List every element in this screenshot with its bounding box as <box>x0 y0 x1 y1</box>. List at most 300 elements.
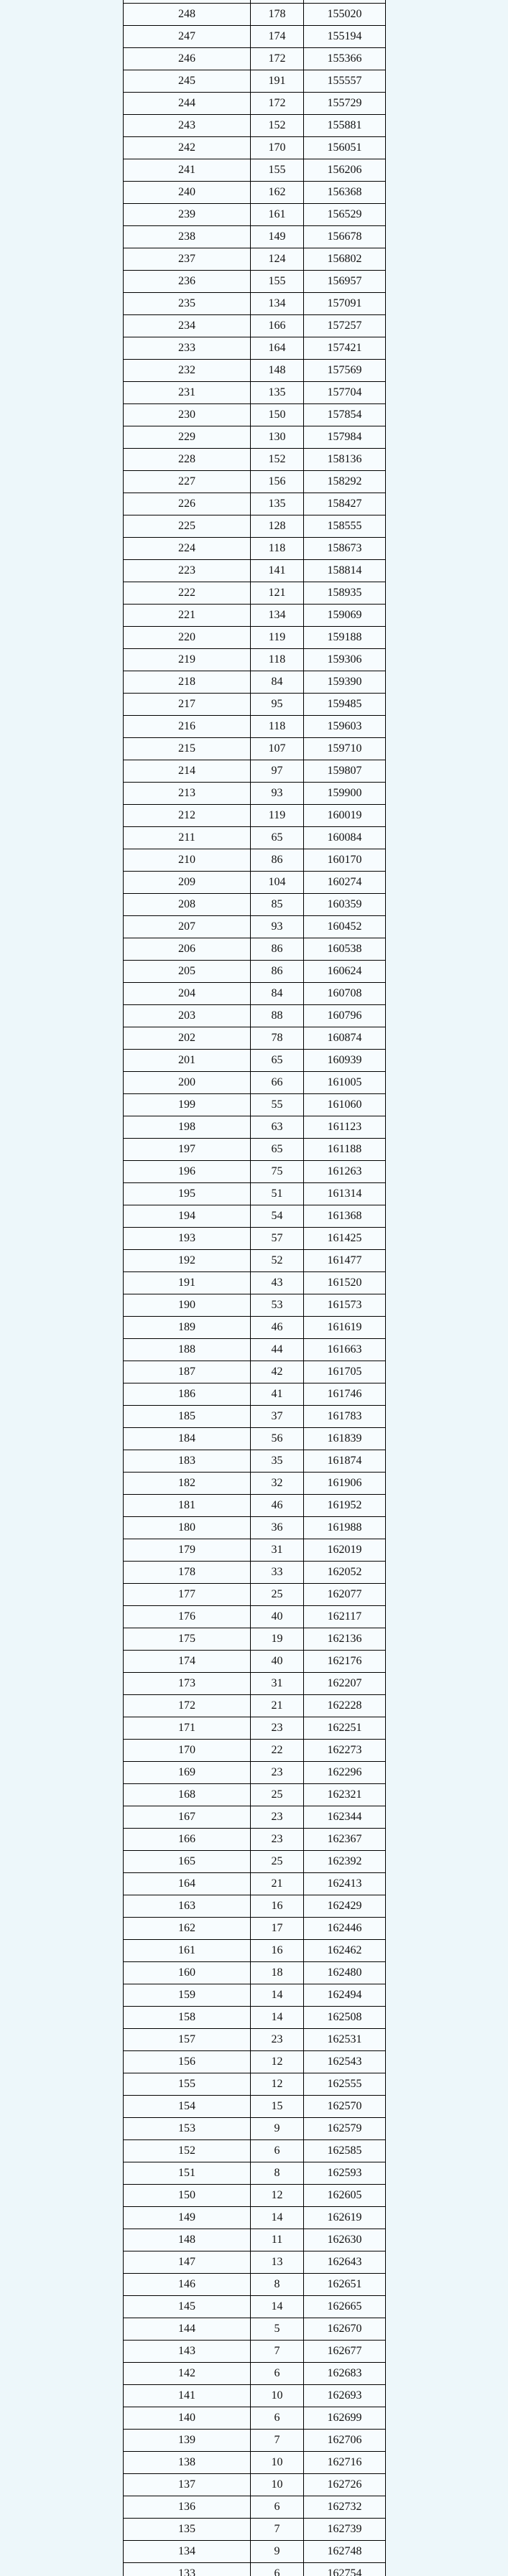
cumulative-cell: 155194 <box>304 26 386 48</box>
score-cell: 164 <box>124 1873 251 1895</box>
score-cell: 157 <box>124 2029 251 2051</box>
count-cell: 162 <box>251 182 304 204</box>
cumulative-cell: 162480 <box>304 1962 386 1984</box>
cumulative-cell: 161368 <box>304 1205 386 1228</box>
cumulative-cell: 160452 <box>304 916 386 938</box>
cumulative-cell: 156678 <box>304 226 386 248</box>
score-cell: 232 <box>124 360 251 382</box>
table-row <box>124 2051 386 2073</box>
cumulative-cell: 162207 <box>304 1673 386 1695</box>
count-cell: 12 <box>251 2073 304 2096</box>
table-row <box>124 159 386 182</box>
score-cell: 146 <box>124 2274 251 2296</box>
cumulative-cell: 162508 <box>304 2007 386 2029</box>
count-cell: 104 <box>251 872 304 894</box>
score-cell: 165 <box>124 1851 251 1873</box>
table-row <box>124 694 386 716</box>
cumulative-cell: 162670 <box>304 2318 386 2341</box>
count-cell: 161 <box>251 204 304 226</box>
count-cell: 12 <box>251 2051 304 2073</box>
table-row <box>124 582 386 605</box>
score-cell: 212 <box>124 805 251 827</box>
table-row <box>124 2073 386 2096</box>
table-row <box>124 1984 386 2007</box>
table-row <box>124 983 386 1005</box>
score-cell: 225 <box>124 515 251 538</box>
score-cell: 186 <box>124 1383 251 1406</box>
cumulative-cell: 161783 <box>304 1406 386 1428</box>
score-cell: 230 <box>124 404 251 426</box>
table-row <box>124 1628 386 1651</box>
cumulative-cell: 162019 <box>304 1539 386 1562</box>
table-row <box>124 2207 386 2229</box>
count-cell: 57 <box>251 1228 304 1250</box>
cumulative-cell: 160708 <box>304 983 386 1005</box>
score-cell: 209 <box>124 872 251 894</box>
score-cell: 210 <box>124 849 251 872</box>
score-cell: 197 <box>124 1139 251 1161</box>
count-cell: 66 <box>251 1072 304 1094</box>
count-cell: 118 <box>251 649 304 671</box>
table-row <box>124 404 386 426</box>
count-cell: 118 <box>251 538 304 560</box>
score-cell: 217 <box>124 694 251 716</box>
count-cell: 41 <box>251 1383 304 1406</box>
table-row <box>124 271 386 293</box>
count-cell: 23 <box>251 1806 304 1829</box>
table-row <box>124 1873 386 1895</box>
cumulative-cell: 162665 <box>304 2296 386 2318</box>
cumulative-cell: 162593 <box>304 2162 386 2185</box>
count-cell: 23 <box>251 1762 304 1784</box>
table-row <box>124 1829 386 1851</box>
count-cell: 178 <box>251 4 304 26</box>
table-row <box>124 1027 386 1050</box>
score-cell: 245 <box>124 70 251 93</box>
count-cell: 19 <box>251 1628 304 1651</box>
count-cell: 25 <box>251 1851 304 1873</box>
table-row <box>124 337 386 360</box>
score-cell: 176 <box>124 1606 251 1628</box>
count-cell: 135 <box>251 493 304 515</box>
score-cell: 201 <box>124 1050 251 1072</box>
table-row <box>124 1339 386 1361</box>
table-row <box>124 2541 386 2563</box>
cumulative-cell: 162296 <box>304 1762 386 1784</box>
score-cell: 211 <box>124 827 251 849</box>
score-cell: 195 <box>124 1183 251 1205</box>
count-cell: 11 <box>251 2229 304 2251</box>
score-cell: 161 <box>124 1940 251 1962</box>
cumulative-cell: 156802 <box>304 248 386 271</box>
table-row <box>124 1428 386 1450</box>
table-row <box>124 2296 386 2318</box>
count-cell: 128 <box>251 515 304 538</box>
score-cell: 144 <box>124 2318 251 2341</box>
table-row <box>124 627 386 649</box>
table-row <box>124 2563 386 2576</box>
count-cell: 156 <box>251 471 304 493</box>
table-row <box>124 426 386 449</box>
table-row <box>124 1317 386 1339</box>
score-cell: 233 <box>124 337 251 360</box>
table-row <box>124 1606 386 1628</box>
count-cell: 86 <box>251 849 304 872</box>
cumulative-cell: 160624 <box>304 961 386 983</box>
table-row <box>124 1094 386 1116</box>
score-cell: 185 <box>124 1406 251 1428</box>
cumulative-cell: 159710 <box>304 738 386 760</box>
count-cell: 25 <box>251 1784 304 1806</box>
count-cell: 21 <box>251 1873 304 1895</box>
table-row <box>124 783 386 805</box>
cumulative-cell: 161746 <box>304 1383 386 1406</box>
count-cell: 65 <box>251 1139 304 1161</box>
count-cell: 191 <box>251 70 304 93</box>
score-cell: 156 <box>124 2051 251 2073</box>
table-row <box>124 1050 386 1072</box>
cumulative-cell: 157257 <box>304 315 386 337</box>
count-cell: 119 <box>251 627 304 649</box>
table-row <box>124 560 386 582</box>
score-cell: 207 <box>124 916 251 938</box>
cumulative-cell: 162413 <box>304 1873 386 1895</box>
count-cell: 78 <box>251 1027 304 1050</box>
table-row <box>124 894 386 916</box>
cumulative-cell: 162555 <box>304 2073 386 2096</box>
table-row <box>124 2519 386 2541</box>
cumulative-cell: 161839 <box>304 1428 386 1450</box>
cumulative-cell: 162726 <box>304 2474 386 2496</box>
cumulative-cell: 162077 <box>304 1584 386 1606</box>
table-row <box>124 738 386 760</box>
count-cell: 84 <box>251 983 304 1005</box>
count-cell: 118 <box>251 716 304 738</box>
table-row <box>124 916 386 938</box>
count-cell: 134 <box>251 605 304 627</box>
cumulative-cell: 162716 <box>304 2452 386 2474</box>
score-cell: 174 <box>124 1651 251 1673</box>
score-cell: 169 <box>124 1762 251 1784</box>
count-cell: 9 <box>251 2118 304 2140</box>
table-row <box>124 1005 386 1027</box>
table-row <box>124 649 386 671</box>
score-cell: 196 <box>124 1161 251 1183</box>
cumulative-cell: 155557 <box>304 70 386 93</box>
score-cell: 142 <box>124 2363 251 2385</box>
table-row <box>124 2140 386 2162</box>
score-cell: 187 <box>124 1361 251 1383</box>
cumulative-cell: 160170 <box>304 849 386 872</box>
cumulative-cell: 156529 <box>304 204 386 226</box>
cumulative-cell: 157704 <box>304 382 386 404</box>
count-cell: 14 <box>251 2207 304 2229</box>
cumulative-cell: 162585 <box>304 2140 386 2162</box>
count-cell: 174 <box>251 26 304 48</box>
score-cell: 188 <box>124 1339 251 1361</box>
cumulative-cell: 161520 <box>304 1272 386 1294</box>
cumulative-cell: 162543 <box>304 2051 386 2073</box>
count-cell: 54 <box>251 1205 304 1228</box>
count-cell: 15 <box>251 2096 304 2118</box>
count-cell: 86 <box>251 961 304 983</box>
count-cell: 40 <box>251 1606 304 1628</box>
score-cell: 148 <box>124 2229 251 2251</box>
count-cell: 84 <box>251 671 304 694</box>
table-row <box>124 182 386 204</box>
count-cell: 130 <box>251 426 304 449</box>
score-cell: 138 <box>124 2452 251 2474</box>
table-row <box>124 515 386 538</box>
score-cell: 177 <box>124 1584 251 1606</box>
cumulative-cell: 161952 <box>304 1495 386 1517</box>
score-cell: 206 <box>124 938 251 961</box>
cumulative-cell: 159306 <box>304 649 386 671</box>
score-cell: 137 <box>124 2474 251 2496</box>
score-cell: 190 <box>124 1294 251 1317</box>
table-row <box>124 961 386 983</box>
cumulative-cell: 157984 <box>304 426 386 449</box>
count-cell: 141 <box>251 560 304 582</box>
count-cell: 16 <box>251 1940 304 1962</box>
table-row <box>124 1183 386 1205</box>
table-row <box>124 1228 386 1250</box>
score-cell: 151 <box>124 2162 251 2185</box>
table-row <box>124 48 386 70</box>
count-cell: 75 <box>251 1161 304 1183</box>
cumulative-cell: 162273 <box>304 1740 386 1762</box>
score-cell: 228 <box>124 449 251 471</box>
score-cell: 223 <box>124 560 251 582</box>
cumulative-cell: 162619 <box>304 2207 386 2229</box>
table-row <box>124 849 386 872</box>
table-row <box>124 1918 386 1940</box>
score-cell: 237 <box>124 248 251 271</box>
cumulative-cell: 162683 <box>304 2363 386 2385</box>
table-row <box>124 70 386 93</box>
score-cell: 167 <box>124 1806 251 1829</box>
table-row <box>124 2185 386 2207</box>
score-cell: 240 <box>124 182 251 204</box>
score-cell: 213 <box>124 783 251 805</box>
count-cell: 46 <box>251 1495 304 1517</box>
cumulative-cell: 162321 <box>304 1784 386 1806</box>
cumulative-cell: 161619 <box>304 1317 386 1339</box>
score-cell: 162 <box>124 1918 251 1940</box>
count-cell: 6 <box>251 2407 304 2430</box>
cumulative-cell: 161705 <box>304 1361 386 1383</box>
count-cell: 55 <box>251 1094 304 1116</box>
score-cell: 243 <box>124 115 251 137</box>
count-cell: 148 <box>251 360 304 382</box>
table-row <box>124 1205 386 1228</box>
cumulative-cell: 162699 <box>304 2407 386 2430</box>
count-cell: 51 <box>251 1183 304 1205</box>
score-cell: 145 <box>124 2296 251 2318</box>
score-cell: 235 <box>124 293 251 315</box>
count-cell: 14 <box>251 2296 304 2318</box>
cumulative-cell: 158673 <box>304 538 386 560</box>
table-row <box>124 1651 386 1673</box>
count-cell: 150 <box>251 404 304 426</box>
score-cell: 153 <box>124 2118 251 2140</box>
score-cell: 241 <box>124 159 251 182</box>
table-row <box>124 4 386 26</box>
count-cell: 6 <box>251 2563 304 2576</box>
score-cell: 171 <box>124 1717 251 1740</box>
score-cell: 234 <box>124 315 251 337</box>
table-row <box>124 2496 386 2519</box>
cumulative-cell: 159069 <box>304 605 386 627</box>
score-cell: 175 <box>124 1628 251 1651</box>
score-cell: 246 <box>124 48 251 70</box>
cumulative-cell: 156206 <box>304 159 386 182</box>
cumulative-cell: 161477 <box>304 1250 386 1272</box>
count-cell: 7 <box>251 2341 304 2363</box>
count-cell: 85 <box>251 894 304 916</box>
cumulative-cell: 161906 <box>304 1473 386 1495</box>
table-row <box>124 1806 386 1829</box>
score-cell: 199 <box>124 1094 251 1116</box>
table-row <box>124 1562 386 1584</box>
score-cell: 220 <box>124 627 251 649</box>
table-row <box>124 1116 386 1139</box>
score-distribution-table <box>123 0 386 2576</box>
score-cell: 172 <box>124 1695 251 1717</box>
cumulative-cell: 159807 <box>304 760 386 783</box>
cumulative-cell: 159390 <box>304 671 386 694</box>
count-cell: 12 <box>251 2185 304 2207</box>
score-cell: 224 <box>124 538 251 560</box>
score-cell: 203 <box>124 1005 251 1027</box>
count-cell: 46 <box>251 1317 304 1339</box>
count-cell: 33 <box>251 1562 304 1584</box>
table-row <box>124 382 386 404</box>
score-cell: 204 <box>124 983 251 1005</box>
cumulative-cell: 162392 <box>304 1851 386 1873</box>
count-cell: 170 <box>251 137 304 159</box>
count-cell: 10 <box>251 2474 304 2496</box>
count-cell: 6 <box>251 2363 304 2385</box>
count-cell: 31 <box>251 1673 304 1695</box>
table-row <box>124 805 386 827</box>
score-cell: 178 <box>124 1562 251 1584</box>
table-row <box>124 2251 386 2274</box>
table-row <box>124 2162 386 2185</box>
cumulative-cell: 155881 <box>304 115 386 137</box>
cumulative-cell: 156957 <box>304 271 386 293</box>
cumulative-cell: 162531 <box>304 2029 386 2051</box>
count-cell: 155 <box>251 159 304 182</box>
table-row <box>124 671 386 694</box>
cumulative-cell: 160019 <box>304 805 386 827</box>
table-row <box>124 1495 386 1517</box>
count-cell: 86 <box>251 938 304 961</box>
table-row <box>124 2029 386 2051</box>
cumulative-cell: 161005 <box>304 1072 386 1094</box>
count-cell: 172 <box>251 93 304 115</box>
count-cell: 6 <box>251 2496 304 2519</box>
table-row <box>124 471 386 493</box>
table-row <box>124 115 386 137</box>
count-cell: 14 <box>251 2007 304 2029</box>
cumulative-cell: 162136 <box>304 1628 386 1651</box>
cumulative-cell: 161314 <box>304 1183 386 1205</box>
cumulative-cell: 162052 <box>304 1562 386 1584</box>
score-cell: 193 <box>124 1228 251 1250</box>
score-cell: 236 <box>124 271 251 293</box>
cumulative-cell: 157854 <box>304 404 386 426</box>
cumulative-cell: 162462 <box>304 1940 386 1962</box>
count-cell: 37 <box>251 1406 304 1428</box>
cumulative-cell: 159188 <box>304 627 386 649</box>
table-row <box>124 2452 386 2474</box>
count-cell: 10 <box>251 2385 304 2407</box>
count-cell: 152 <box>251 449 304 471</box>
table-row <box>124 1361 386 1383</box>
count-cell: 166 <box>251 315 304 337</box>
cumulative-cell: 161663 <box>304 1339 386 1361</box>
cumulative-cell: 158427 <box>304 493 386 515</box>
table-row <box>124 1940 386 1962</box>
score-cell: 166 <box>124 1829 251 1851</box>
table-row <box>124 2407 386 2430</box>
table-row <box>124 716 386 738</box>
count-cell: 31 <box>251 1539 304 1562</box>
score-cell: 163 <box>124 1895 251 1918</box>
table-row <box>124 1473 386 1495</box>
score-cell: 168 <box>124 1784 251 1806</box>
cumulative-cell: 162754 <box>304 2563 386 2576</box>
count-cell: 8 <box>251 2162 304 2185</box>
cumulative-cell: 160359 <box>304 894 386 916</box>
score-cell: 140 <box>124 2407 251 2430</box>
score-cell: 229 <box>124 426 251 449</box>
table-row <box>124 26 386 48</box>
table-row <box>124 1851 386 1873</box>
score-cell: 214 <box>124 760 251 783</box>
score-cell: 239 <box>124 204 251 226</box>
cumulative-cell: 162344 <box>304 1806 386 1829</box>
table-row <box>124 2096 386 2118</box>
table-row <box>124 1673 386 1695</box>
count-cell: 7 <box>251 2519 304 2541</box>
table-row <box>124 360 386 382</box>
count-cell: 7 <box>251 2430 304 2452</box>
table-row <box>124 1695 386 1717</box>
table-row <box>124 2274 386 2296</box>
table-row <box>124 1539 386 1562</box>
count-cell: 6 <box>251 2140 304 2162</box>
count-cell: 119 <box>251 805 304 827</box>
cumulative-cell: 159485 <box>304 694 386 716</box>
count-cell: 43 <box>251 1272 304 1294</box>
table-row <box>124 137 386 159</box>
score-cell: 198 <box>124 1116 251 1139</box>
cumulative-cell: 161988 <box>304 1517 386 1539</box>
table-row <box>124 2007 386 2029</box>
cumulative-cell: 157421 <box>304 337 386 360</box>
table-row <box>124 1784 386 1806</box>
cumulative-cell: 158935 <box>304 582 386 605</box>
table-row <box>124 293 386 315</box>
count-cell: 18 <box>251 1962 304 1984</box>
cumulative-cell: 162117 <box>304 1606 386 1628</box>
score-cell: 159 <box>124 1984 251 2007</box>
cumulative-cell: 160538 <box>304 938 386 961</box>
count-cell: 23 <box>251 1829 304 1851</box>
score-cell: 194 <box>124 1205 251 1228</box>
